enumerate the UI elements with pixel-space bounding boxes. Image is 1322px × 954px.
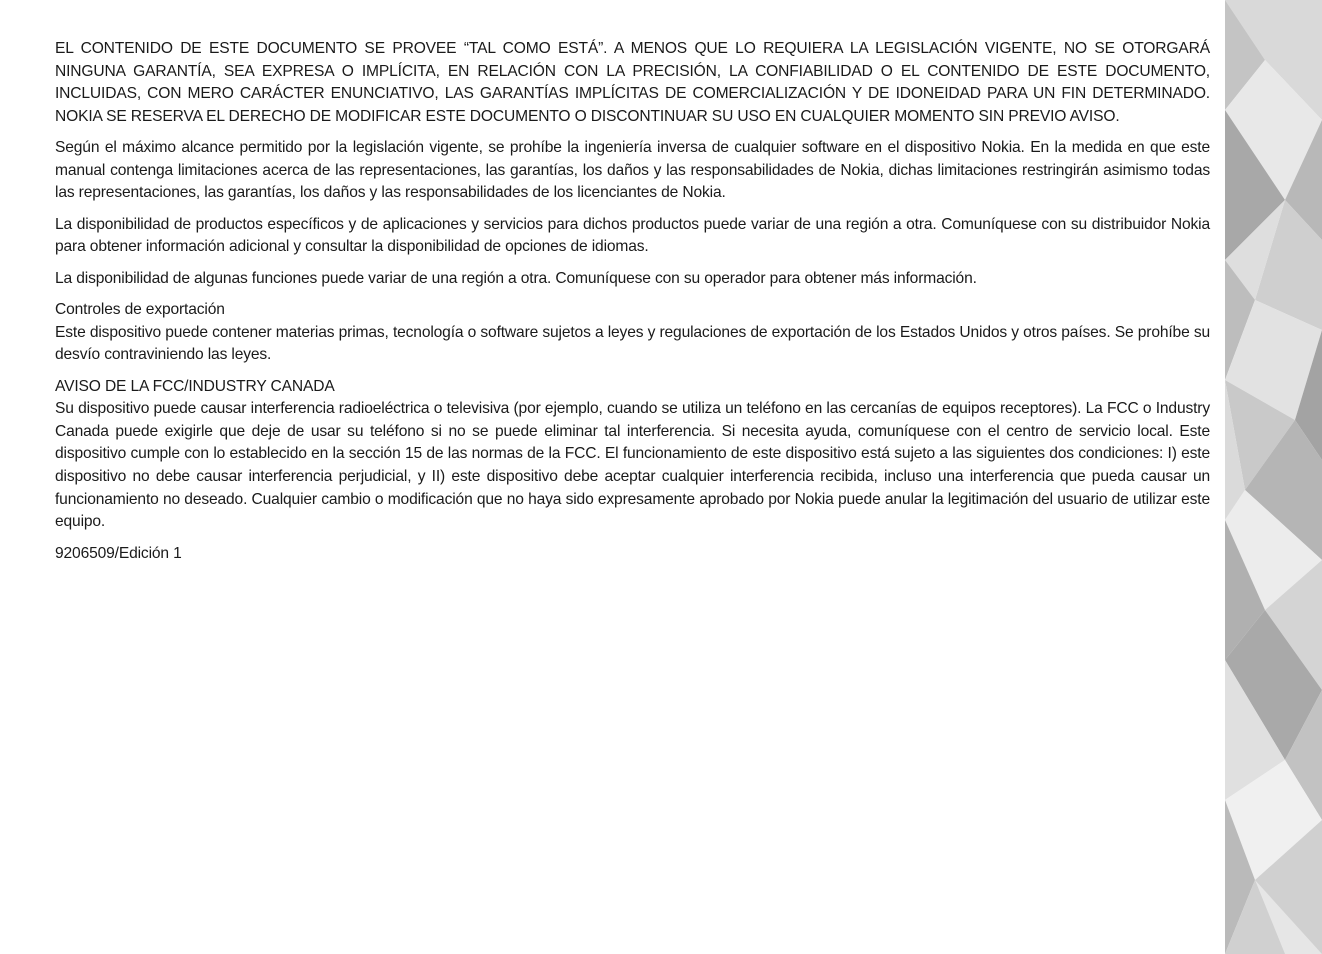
decorative-side-strip xyxy=(1225,0,1322,954)
reverse-engineering-paragraph: Según el máximo alcance permitido por la legislación vigente, se prohíbe la ingeniería inversa de cualquier software en el dispositivo Nokia. En la medida en que este manual contenga limitaciones acerca de las representaciones, las garantías, los daños y las responsabilidades de Nokia, dichas limitaciones restringirán asimismo todas las representaciones, las garantías, los daños y las responsabilidades de los licenciantes de Nokia. xyxy=(55,139,1210,202)
export-controls-body: Este dispositivo puede contener materias primas, tecnología o software sujetos a leyes y regulaciones de exportación de los Estados Unidos y otros países. Se prohíbe su desvío contraviniendo las leyes. xyxy=(55,323,1210,364)
disclaimer-paragraph: EL CONTENIDO DE ESTE DOCUMENTO SE PROVEE “TAL COMO ESTÁ”. A MENOS QUE LO REQUIERA LA LEGISLACIÓN VIGENTE, NO SE OTORGARÁ NINGUNA GARANTÍA, SEA EXPRESA O IMPLÍCITA, EN RELACIÓN CON LA PRECISIÓN, LA CONFIABILIDAD O EL CONTENIDO DE ESTE DOCUMENTO, INCLUIDAS, CON MERO CARÁCTER ENUNCIATIVO, LAS GARANTÍAS IMPLÍCITAS DE COMERCIALIZACIÓN Y DE IDONEIDAD PARA UN FIN DETERMINADO. NOKIA SE RESERVA EL DERECHO DE MODIFICAR ESTE DOCUMENTO O DISCONTINUAR SU USO EN CUALQUIER MOMENTO SIN PREVIO AVISO. xyxy=(55,40,1210,125)
faceted-pattern-graphic xyxy=(1225,0,1322,954)
fcc-notice-heading: AVISO DE LA FCC/INDUSTRY CANADA xyxy=(55,377,335,395)
functions-paragraph: La disponibilidad de algunas funciones puede variar de una región a otra. Comuníquese con su operador para obtener más información. xyxy=(55,269,977,287)
fcc-notice-body: Su dispositivo puede causar interferencia radioeléctrica o televisiva (por ejemplo, cuando se utiliza un teléfono en las cercanías de equipos receptores). La FCC o Industry Canada puede exigirle que deje de usar su teléfono si no se puede eliminar tal interferencia. Si necesita ayuda, comuníquese con el centro de servicio local. Este dispositivo cumple con lo establecido en la sección 15 de las normas de la FCC. El funcionamiento de este dispositivo está sujeto a las siguientes dos condiciones: I) este dispositivo no debe causar interferencia perjudicial, y II) este dispositivo debe aceptar cualquier interferencia recibida, incluso una interferencia que pueda causar un funcionamiento no deseado. Cualquier cambio o modificación que no haya sido expresamente aprobado por Nokia puede anular la legitimación del usuario de utilizar este equipo. xyxy=(55,400,1210,531)
export-controls-heading: Controles de exportación xyxy=(55,301,225,319)
fcc-notice-section xyxy=(55,376,1210,534)
export-controls-section xyxy=(55,299,1210,367)
document-body xyxy=(55,38,1210,574)
edition-label: 9206509/Edición 1 xyxy=(55,544,182,562)
availability-paragraph: La disponibilidad de productos específicos y de aplicaciones y servicios para dichos productos puede variar de una región a otra. Comuníquese con su distribuidor Nokia para obtener información adicional y consultar la disponibilidad de opciones de idiomas. xyxy=(55,215,1210,256)
